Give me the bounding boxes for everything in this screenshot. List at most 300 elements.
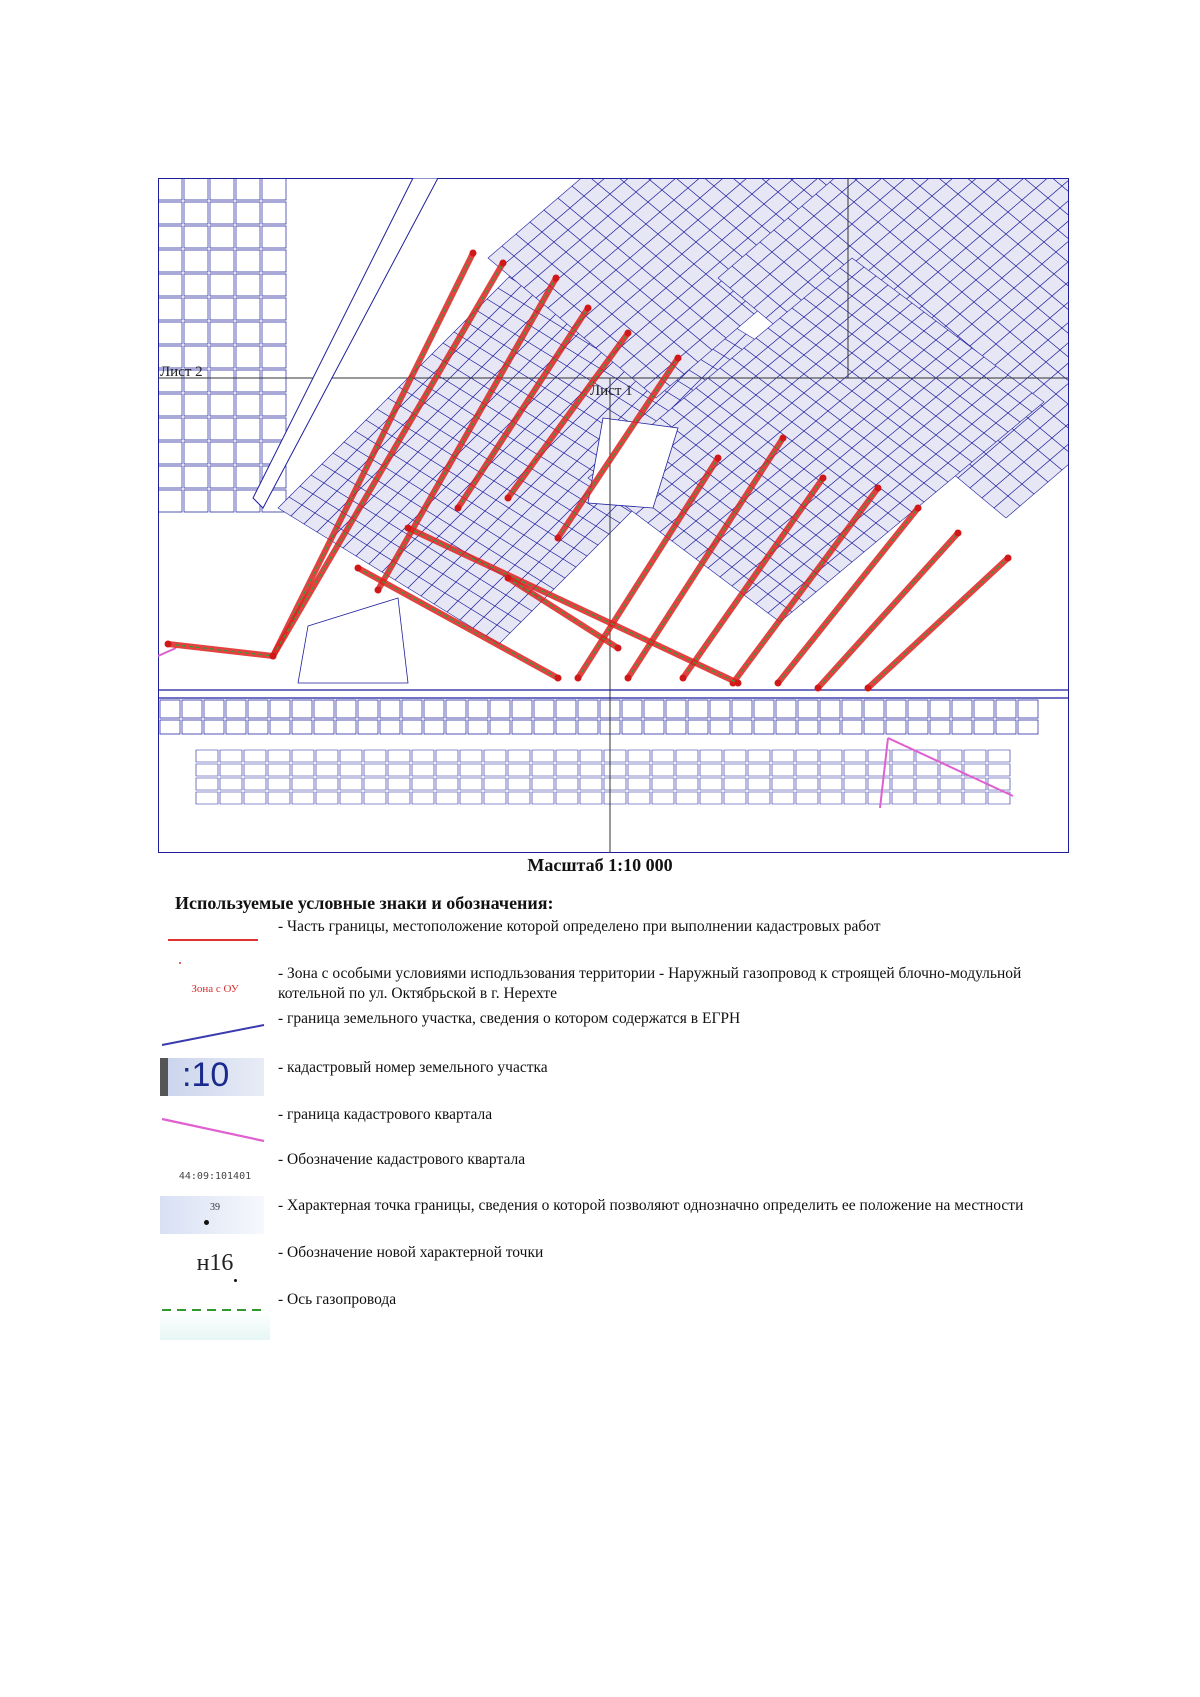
land-parcel [358,720,378,734]
quarter-designation-label: 44:09:101401 [178,1171,252,1182]
land-parcel [820,700,840,718]
land-parcel [236,466,260,488]
land-parcel [796,750,818,762]
sheet-label-2: Лист 2 [160,364,203,380]
land-parcel [580,764,602,776]
land-parcel [196,792,218,804]
land-parcel [158,418,182,440]
land-parcel [244,764,266,776]
land-parcel [652,792,674,804]
land-parcel [262,298,286,320]
land-parcel [210,394,234,416]
land-parcel [490,700,510,718]
land-parcel [820,720,840,734]
land-parcel [580,750,602,762]
land-parcel [182,700,202,718]
land-parcel [578,720,598,734]
land-parcel [864,720,884,734]
land-parcel [158,226,182,248]
land-parcel [886,700,906,718]
land-parcel [484,792,506,804]
legend-item-cadastral-number [160,1058,1080,1103]
land-parcel [268,764,290,776]
land-parcel [292,792,314,804]
land-parcel [532,792,554,804]
land-parcel [748,792,770,804]
land-parcel [446,720,466,734]
land-parcel [196,764,218,776]
land-parcel [628,764,650,776]
land-parcel [748,750,770,762]
land-parcel [676,764,698,776]
boundary-point [625,330,632,337]
blue-line-symbol [160,1009,270,1059]
land-parcel [158,250,182,272]
new-point-label: н16 [196,1249,234,1276]
land-parcel [184,418,208,440]
land-parcel [886,720,906,734]
land-parcel [798,700,818,718]
boundary-point-label: 39 [210,1202,220,1213]
land-parcel [484,750,506,762]
land-parcel [436,792,458,804]
land-parcel [292,700,312,718]
land-parcel [604,750,626,762]
zone-symbol-label: Зона с ОУ [191,983,239,995]
land-parcel [512,720,532,734]
land-parcel [236,202,260,224]
land-parcel [628,792,650,804]
land-parcel [490,720,510,734]
land-parcel [292,750,314,762]
land-parcel [244,792,266,804]
land-parcel [262,322,286,344]
land-parcel [842,720,862,734]
land-parcel [776,700,796,718]
land-parcel [236,370,260,392]
land-parcel [864,700,884,718]
land-parcel [688,720,708,734]
land-parcel [580,792,602,804]
land-parcel [184,442,208,464]
land-parcel [210,178,234,200]
land-parcel [842,700,862,718]
dashed-green-line-symbol [160,1290,270,1340]
land-parcel [364,764,386,776]
land-parcel [556,700,576,718]
land-parcel [820,778,842,790]
land-parcel [484,778,506,790]
land-parcel [776,720,796,734]
land-parcel [700,764,722,776]
land-parcel [754,700,774,718]
land-parcel [210,202,234,224]
land-parcel [336,720,356,734]
boundary-point [405,525,412,532]
land-parcel [988,778,1010,790]
land-parcel [388,792,410,804]
land-parcel [158,178,182,200]
land-parcel [380,720,400,734]
land-parcel [644,720,664,734]
land-parcel [158,442,182,464]
land-parcel [210,250,234,272]
land-parcel [210,442,234,464]
land-parcel [732,720,752,734]
legend-text: - Обозначение кадастрового квартала [278,1151,526,1168]
point-dot-icon [204,1220,209,1225]
land-parcel [930,700,950,718]
land-parcel [340,778,362,790]
land-parcel [436,778,458,790]
land-parcel [820,792,842,804]
boundary-point [355,565,362,572]
land-parcel [460,792,482,804]
land-parcel [710,700,730,718]
land-parcel [184,322,208,344]
land-parcel [724,750,746,762]
land-parcel [262,250,286,272]
land-parcel [964,792,986,804]
boundary-point [875,485,882,492]
boundary-point [585,305,592,312]
land-parcel [236,442,260,464]
land-parcel [996,720,1016,734]
land-parcel [460,778,482,790]
land-parcel [340,750,362,762]
land-parcel [340,764,362,776]
boundary-point [470,250,477,257]
land-parcel [446,700,466,718]
land-parcel [512,700,532,718]
land-parcel [622,700,642,718]
land-parcel [772,792,794,804]
land-parcel [556,720,576,734]
land-parcel [732,700,752,718]
land-parcel [700,792,722,804]
boundary-point [865,685,872,692]
land-parcel [604,764,626,776]
land-parcel [262,178,286,200]
land-parcel [604,792,626,804]
land-parcel [220,778,242,790]
land-parcel [700,750,722,762]
land-parcel [204,720,224,734]
land-parcel [930,720,950,734]
land-parcel [236,394,260,416]
land-parcel [182,720,202,734]
land-parcel [388,750,410,762]
legend-item-boundary-point [160,1196,1080,1246]
legend-item-new-point [160,1243,1080,1288]
land-parcel [666,700,686,718]
zone-symbol [160,964,270,1014]
land-parcel [676,778,698,790]
land-parcel [268,792,290,804]
cadastral-number-label: :10 [182,1058,230,1094]
land-parcel [508,750,530,762]
land-parcel [988,764,1010,776]
land-parcel [964,778,986,790]
land-parcel [364,750,386,762]
land-parcel [508,778,530,790]
quarter-designation-symbol [160,1150,270,1182]
legend-text: - кадастровый номер земельного участка [278,1059,548,1076]
land-parcel [236,226,260,248]
land-parcel [796,792,818,804]
land-parcel [220,764,242,776]
red-line-symbol [160,917,270,967]
land-parcel [412,778,434,790]
pink-line-symbol [160,1105,270,1155]
land-parcel [892,792,914,804]
land-parcel [534,720,554,734]
land-parcel [292,764,314,776]
land-parcel [268,778,290,790]
land-parcel [184,226,208,248]
boundary-point [735,680,742,687]
boundary-point [820,475,827,482]
land-parcel [556,750,578,762]
boundary-point [375,587,382,594]
boundary-point-symbol [160,1196,264,1234]
land-parcel [184,250,208,272]
land-parcel [892,750,914,762]
land-parcel [796,764,818,776]
land-parcel [270,700,290,718]
land-parcel [580,778,602,790]
land-parcel [248,720,268,734]
legend-text: - граница земельного участка, сведения о котором содержатся в ЕГРН [278,1010,741,1027]
land-parcel [210,226,234,248]
land-parcel [676,750,698,762]
land-parcel [158,274,182,296]
land-parcel [556,764,578,776]
boundary-point [1005,555,1012,562]
land-parcel [316,764,338,776]
land-parcel [820,764,842,776]
land-parcel [236,178,260,200]
boundary-point [165,641,172,648]
land-parcel [628,778,650,790]
boundary-point [505,575,512,582]
land-parcel [484,764,506,776]
land-parcel [184,178,208,200]
land-parcel [270,720,290,734]
land-parcel [210,274,234,296]
land-parcel [508,792,530,804]
land-parcel [974,700,994,718]
land-parcel [974,720,994,734]
legend-text: - Часть границы, местоположение которой определено при выполнении кадастровых работ [278,918,881,935]
land-parcel [988,750,1010,762]
land-parcel [754,720,774,734]
land-parcel [160,700,180,718]
land-parcel [158,322,182,344]
land-parcel [158,394,182,416]
land-parcel [210,370,234,392]
land-parcel [236,346,260,368]
land-parcel [364,792,386,804]
land-parcel [236,274,260,296]
land-parcel [652,750,674,762]
land-parcel [556,792,578,804]
land-parcel [236,250,260,272]
legend-item-surveyed-boundary [160,917,1080,957]
land-parcel [236,298,260,320]
land-parcel [940,778,962,790]
boundary-point [553,275,560,282]
boundary-point [270,653,277,660]
land-parcel [908,700,928,718]
land-parcel [388,778,410,790]
land-parcel [798,720,818,734]
land-parcel [412,750,434,762]
land-parcel [244,750,266,762]
land-parcel [868,764,890,776]
land-parcel [532,764,554,776]
land-parcel [916,792,938,804]
boundary-point [625,675,632,682]
land-parcel [364,778,386,790]
land-parcel [158,490,182,512]
land-parcel [436,764,458,776]
land-parcel [460,750,482,762]
land-parcel [248,700,268,718]
legend-text: - Обозначение новой характерной точки [278,1244,544,1261]
land-parcel [724,792,746,804]
boundary-point [715,455,722,462]
land-parcel [748,778,770,790]
land-parcel [652,778,674,790]
land-parcel [700,778,722,790]
land-parcel [412,764,434,776]
boundary-point [500,260,507,267]
land-parcel [676,792,698,804]
boundary-point [505,495,512,502]
land-parcel [262,418,286,440]
cadastral-map [158,178,1069,853]
land-parcel [748,764,770,776]
land-parcel [210,346,234,368]
legend-text: - Ось газопровода [278,1291,397,1308]
land-parcel [710,720,730,734]
land-parcel [196,778,218,790]
land-parcel [158,298,182,320]
land-parcel [262,394,286,416]
land-parcel [184,274,208,296]
land-parcel [666,720,686,734]
land-parcel [604,778,626,790]
land-parcel [468,720,488,734]
land-parcel [508,764,530,776]
land-parcel [868,778,890,790]
land-parcel [220,750,242,762]
land-parcel [316,750,338,762]
legend-title: Используемые условные знаки и обозначения: [175,893,554,913]
land-parcel [996,700,1016,718]
land-parcel [292,778,314,790]
legend-item-quarter-boundary [160,1105,1080,1150]
legend-text: - граница кадастрового квартала [278,1106,493,1123]
land-parcel [236,322,260,344]
land-parcel [460,764,482,776]
boundary-point [955,530,962,537]
land-parcel [262,274,286,296]
land-parcel [184,394,208,416]
land-parcel [940,750,962,762]
sheet-label-1: Лист 1 [590,383,633,399]
boundary-point [575,675,582,682]
boundary-point [815,685,822,692]
land-parcel [892,764,914,776]
land-parcel [532,778,554,790]
land-parcel [204,700,224,718]
land-parcel [844,764,866,776]
legend-text: - Зона с особыми условиями исподльзования территории - Наружный газопровод к строящей блочно-модульной котельной по ул. Октябрьской в г. Нерехте [278,965,1022,1002]
land-parcel [724,764,746,776]
land-parcel [820,750,842,762]
land-parcel [628,750,650,762]
land-parcel [220,792,242,804]
land-parcel [534,700,554,718]
land-parcel [210,298,234,320]
land-parcel [1018,720,1038,734]
land-parcel [336,700,356,718]
land-parcel [688,700,708,718]
land-parcel [772,764,794,776]
land-parcel [908,720,928,734]
land-parcel [210,322,234,344]
land-parcel [652,764,674,776]
land-parcel [210,466,234,488]
land-parcel [244,778,266,790]
land-parcel [184,202,208,224]
land-parcel [196,750,218,762]
land-parcel [210,418,234,440]
land-parcel [578,700,598,718]
land-parcel [316,778,338,790]
land-parcel [158,466,182,488]
legend-item-gas-axis [160,1290,1080,1335]
land-parcel [424,720,444,734]
land-parcel [844,778,866,790]
land-parcel [236,418,260,440]
legend-item-zone [160,964,1080,1014]
land-parcel [262,226,286,248]
cadastral-number-symbol [160,1058,264,1096]
land-parcel [314,720,334,734]
land-parcel [796,778,818,790]
point-dot-icon [234,1279,237,1282]
land-parcel [402,700,422,718]
legend-item-quarter-designation [160,1150,1080,1190]
land-parcel [424,700,444,718]
boundary-point [555,675,562,682]
land-parcel [436,750,458,762]
boundary-point [680,675,687,682]
land-parcel [262,346,286,368]
land-parcel [844,750,866,762]
legend-item-parcel-boundary [160,1009,1080,1054]
scale-label: Масштаб 1:10 000 [527,855,673,875]
land-parcel [952,720,972,734]
new-point-symbol [160,1243,270,1283]
land-parcel [916,764,938,776]
land-parcel [1018,700,1038,718]
land-parcel [644,700,664,718]
land-parcel [412,792,434,804]
